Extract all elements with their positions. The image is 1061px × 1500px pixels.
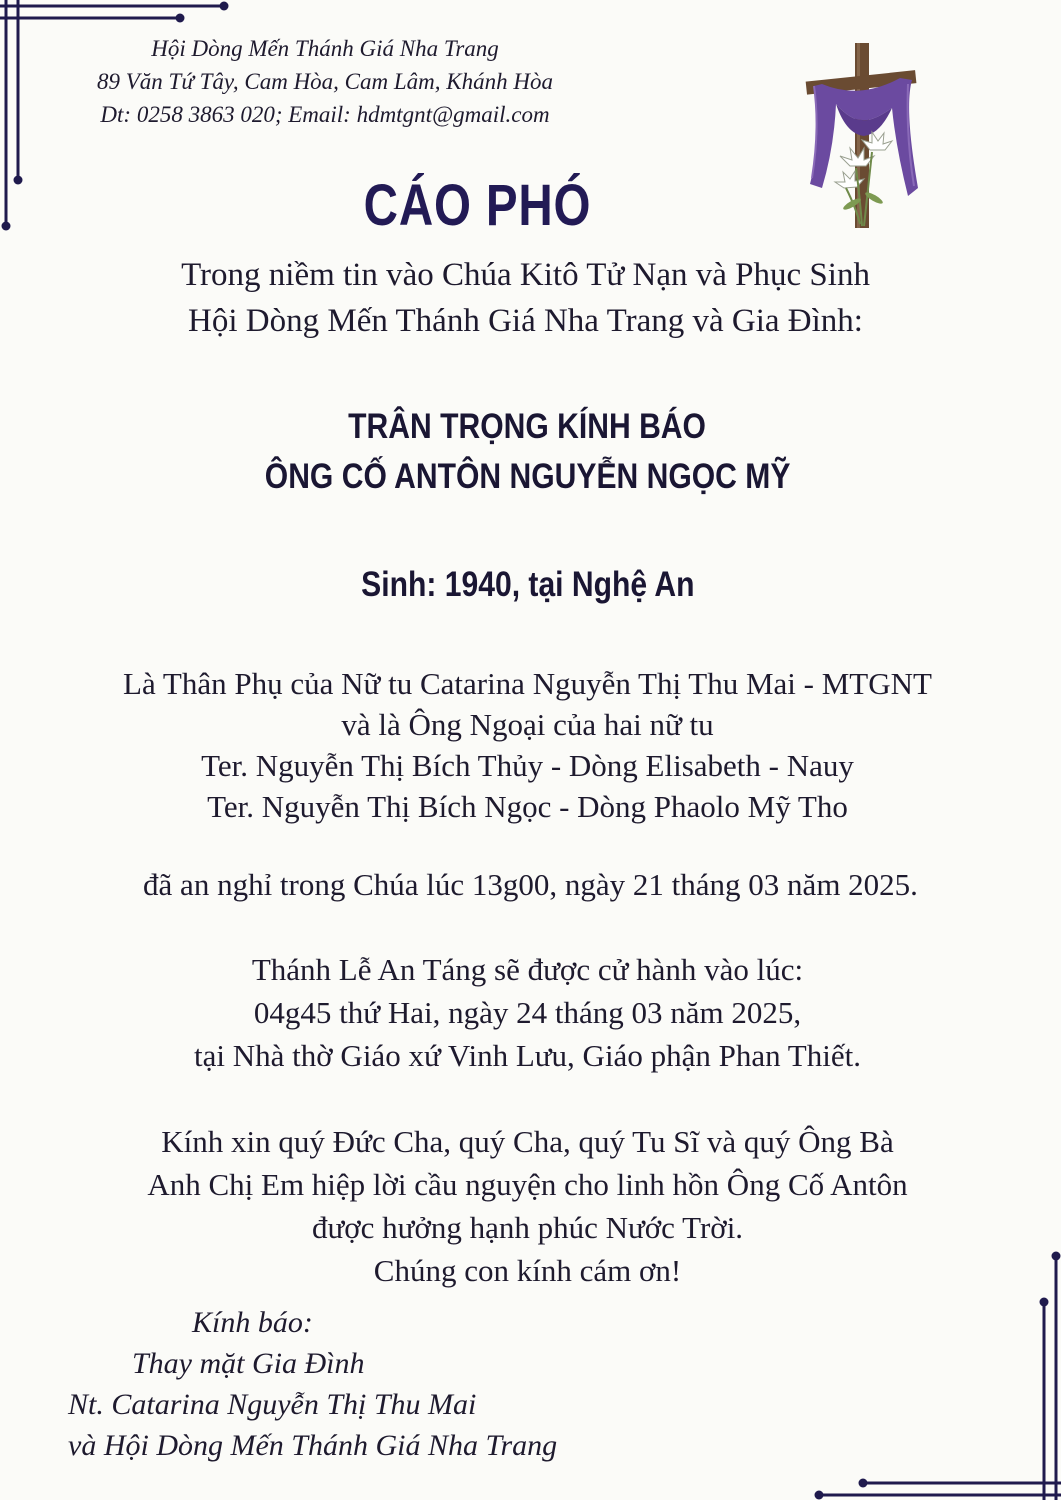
passed-line: đã an nghỉ trong Chúa lúc 13g00, ngày 21 tháng 03 năm 2025.	[143, 867, 918, 902]
announcement	[0, 402, 1058, 502]
intro	[0, 252, 1056, 344]
funeral-line-2: 04g45 thứ Hai, ngày 24 tháng 03 năm 2025,	[253, 995, 802, 1030]
funeral-info	[0, 948, 1058, 1077]
prayer-line-4: Chúng con kính cám ơn!	[373, 1253, 682, 1288]
deceased-name: ÔNG CỐ ANTÔN NGUYỄN NGỌC MỸ	[264, 457, 791, 496]
prayer-line-2: Anh Chị Em hiệp lời cầu nguyện cho linh hồn Ông Cố Antôn	[147, 1167, 908, 1202]
signature-line-3: Nt. Catarina Nguyễn Thị Thu Mai	[68, 1388, 477, 1421]
signature-line-1: Kính báo:	[192, 1306, 313, 1339]
relation	[0, 663, 1058, 827]
announce-line-1: TRÂN TRỌNG KÍNH BÁO	[348, 407, 707, 446]
passed-info	[0, 864, 1061, 905]
org-address: 89 Văn Tứ Tây, Cam Hòa, Cam Lâm, Khánh Hòa	[97, 69, 553, 94]
funeral-line-3: tại Nhà thờ Giáo xứ Vinh Lưu, Giáo phận Phan Thiết.	[194, 1038, 861, 1073]
prayer-line-3: được hưởng hạnh phúc Nước Trời.	[311, 1210, 744, 1245]
signature	[0, 1302, 700, 1466]
relation-line-1: Là Thân Phụ của Nữ tu Catarina Nguyễn Thị Thu Mai - MTGNT	[123, 666, 932, 701]
header	[40, 32, 610, 131]
page-title: CÁO PHÓ	[363, 173, 592, 238]
funeral-line-1: Thánh Lễ An Táng sẽ được cử hành vào lúc:	[251, 952, 804, 987]
birth-line: Sinh: 1940, tại Nghệ An	[360, 565, 695, 604]
relation-line-4: Ter. Nguyễn Thị Bích Ngọc - Dòng Phaolo Mỹ Tho	[207, 789, 848, 824]
signature-line-4: và Hội Dòng Mến Thánh Giá Nha Trang	[68, 1429, 558, 1462]
org-name: Hội Dòng Mến Thánh Giá Nha Trang	[151, 36, 499, 61]
signature-line-2: Thay mặt Gia Đình	[132, 1347, 365, 1380]
prayer-line-1: Kính xin quý Đức Cha, quý Cha, quý Tu Sĩ và quý Ông Bà	[161, 1124, 894, 1159]
intro-line-1: Trong niềm tin vào Chúa Kitô Tử Nạn và Phục Sinh	[181, 257, 870, 293]
intro-line-2: Hội Dòng Mến Thánh Giá Nha Trang và Gia Đình:	[188, 303, 863, 339]
relation-line-3: Ter. Nguyễn Thị Bích Thủy - Dòng Elisabeth - Nauy	[201, 748, 854, 783]
org-contact: Dt: 0258 3863 020; Email: hdmtgnt@gmail.com	[100, 102, 550, 127]
relation-line-2: và là Ông Ngoại của hai nữ tu	[341, 707, 714, 742]
prayer-request	[0, 1120, 1058, 1292]
birth-info	[0, 560, 1058, 610]
